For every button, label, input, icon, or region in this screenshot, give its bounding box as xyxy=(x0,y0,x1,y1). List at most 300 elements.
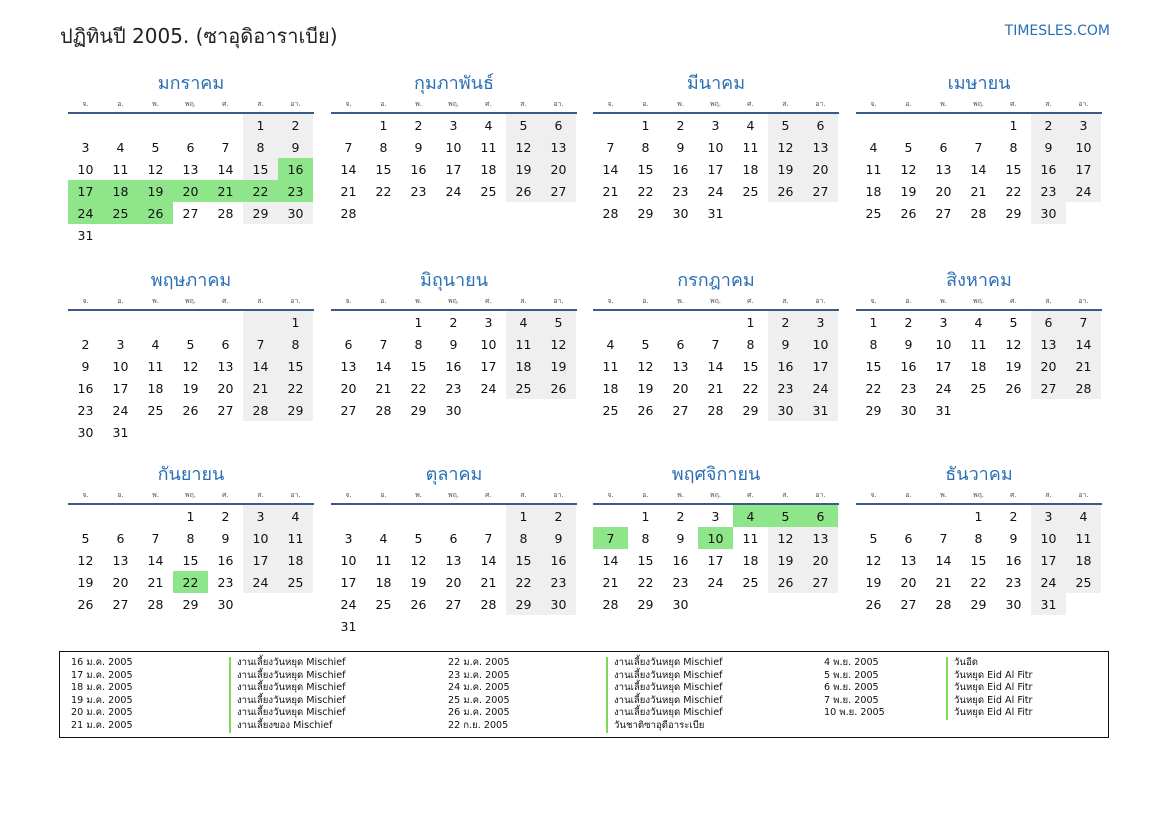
day-grid xyxy=(593,311,839,421)
day-cell: 2 xyxy=(676,117,685,133)
day-cell: 31 xyxy=(1031,593,1066,615)
day-cell: 7 xyxy=(974,139,983,155)
day-cell: 23 xyxy=(672,183,689,199)
weekday-label: จ. xyxy=(870,491,877,499)
day-cell: 28 xyxy=(340,205,357,221)
weekday-label: ส. xyxy=(782,491,789,499)
empty-day-cell xyxy=(628,311,663,333)
day-cell: 23 xyxy=(541,571,576,593)
day-cell: 27 xyxy=(803,180,838,202)
day-cell: 23 xyxy=(445,380,462,396)
day-grid xyxy=(593,505,839,615)
weekday-header xyxy=(856,488,1102,505)
day-cell: 22 xyxy=(506,571,541,593)
weekday-label: จ. xyxy=(82,100,89,108)
day-cell: 19 xyxy=(637,380,654,396)
month-4 xyxy=(856,72,1102,224)
day-cell: 9 xyxy=(541,527,576,549)
empty-day-cell xyxy=(891,114,926,136)
day-cell: 17 xyxy=(68,180,103,202)
day-cell: 8 xyxy=(1009,139,1018,155)
day-cell: 14 xyxy=(935,552,952,568)
day-cell: 27 xyxy=(935,205,952,221)
month-name: พฤศจิกายน xyxy=(671,464,761,485)
day-cell: 29 xyxy=(410,402,427,418)
legend-dates-col-3 xyxy=(824,657,885,720)
month-9 xyxy=(68,463,314,615)
weekday-label: ส. xyxy=(1045,297,1052,305)
day-cell: 16 xyxy=(1005,552,1022,568)
day-cell: 1 xyxy=(186,508,195,524)
day-cell: 22 xyxy=(970,574,987,590)
day-cell: 8 xyxy=(641,139,650,155)
day-cell: 7 xyxy=(221,139,230,155)
day-cell: 11 xyxy=(865,161,882,177)
day-cell: 28 xyxy=(1066,377,1101,399)
day-cell: 9 xyxy=(221,530,230,546)
day-cell: 17 xyxy=(935,358,952,374)
weekday-header xyxy=(856,97,1102,114)
day-cell: 7 xyxy=(243,333,278,355)
day-cell: 31 xyxy=(340,618,357,634)
day-cell: 31 xyxy=(803,399,838,421)
day-cell: 23 xyxy=(77,402,94,418)
holiday-date: 22 ม.ค. 2005 xyxy=(448,657,510,668)
day-cell: 7 xyxy=(939,530,948,546)
day-cell: 25 xyxy=(742,574,759,590)
day-cell: 10 xyxy=(935,336,952,352)
day-cell: 21 xyxy=(1066,355,1101,377)
month-3 xyxy=(593,72,839,224)
day-cell: 7 xyxy=(344,139,353,155)
day-cell: 11 xyxy=(602,358,619,374)
day-cell: 14 xyxy=(970,161,987,177)
weekday-label: ศ. xyxy=(747,100,754,108)
day-cell: 19 xyxy=(900,183,917,199)
empty-day-cell xyxy=(173,311,208,333)
day-cell: 29 xyxy=(637,596,654,612)
day-cell: 30 xyxy=(672,205,689,221)
day-cell: 27 xyxy=(1031,377,1066,399)
day-cell: 9 xyxy=(278,136,313,158)
day-cell: 2 xyxy=(541,505,576,527)
day-cell: 29 xyxy=(182,596,199,612)
weekday-label: ส. xyxy=(520,100,527,108)
day-cell: 10 xyxy=(698,527,733,549)
holiday-date: 21 ม.ค. 2005 xyxy=(71,719,133,731)
month-1 xyxy=(68,72,314,246)
day-cell: 23 xyxy=(900,380,917,396)
day-cell: 6 xyxy=(1031,311,1066,333)
day-cell: 12 xyxy=(77,552,94,568)
day-cell: 13 xyxy=(803,136,838,158)
holiday-date: 5 พ.ย. 2005 xyxy=(824,669,879,681)
day-cell: 11 xyxy=(970,336,987,352)
weekday-label: อา. xyxy=(290,491,301,499)
holiday-name: วันหยุด Eid Al Fitr xyxy=(946,670,1033,683)
page-title: ปฏิทินปี 2005. (ซาอุดิอาราเบีย) xyxy=(60,24,338,48)
day-cell: 13 xyxy=(445,552,462,568)
day-cell: 21 xyxy=(970,183,987,199)
day-cell: 28 xyxy=(602,205,619,221)
day-cell: 9 xyxy=(414,139,423,155)
holiday-name: งานเลี้ยงวันหยุด Mischief xyxy=(606,695,723,708)
weekday-label: พฤ. xyxy=(184,297,197,305)
day-grid xyxy=(68,114,314,246)
month-name: พฤษภาคม xyxy=(150,270,232,291)
day-cell: 25 xyxy=(480,183,497,199)
day-cell: 12 xyxy=(182,358,199,374)
day-cell: 2 xyxy=(449,314,458,330)
weekday-label: ศ. xyxy=(1010,100,1017,108)
day-cell: 27 xyxy=(112,596,129,612)
day-cell: 22 xyxy=(173,571,208,593)
day-cell: 8 xyxy=(506,527,541,549)
day-cell: 20 xyxy=(445,574,462,590)
day-cell: 28 xyxy=(602,596,619,612)
day-cell: 24 xyxy=(1031,571,1066,593)
day-grid xyxy=(856,114,1102,224)
month-name: มิถุนายน xyxy=(419,270,489,291)
day-cell: 28 xyxy=(243,399,278,421)
weekday-label: พ. xyxy=(152,100,159,108)
day-cell: 19 xyxy=(865,574,882,590)
day-cell: 30 xyxy=(672,596,689,612)
day-cell: 1 xyxy=(278,311,313,333)
day-cell: 7 xyxy=(593,527,628,549)
legend-names-col-2 xyxy=(606,657,723,733)
day-cell: 18 xyxy=(147,380,164,396)
day-cell: 24 xyxy=(707,183,724,199)
day-cell: 22 xyxy=(637,574,654,590)
day-cell: 22 xyxy=(742,380,759,396)
weekday-label: จ. xyxy=(82,297,89,305)
day-cell: 9 xyxy=(768,333,803,355)
day-cell: 9 xyxy=(81,358,90,374)
day-cell: 13 xyxy=(340,358,357,374)
empty-day-cell xyxy=(366,505,401,527)
day-cell: 29 xyxy=(278,399,313,421)
day-cell: 22 xyxy=(637,183,654,199)
day-cell: 4 xyxy=(733,505,768,527)
legend-names-col-3 xyxy=(946,657,1033,720)
day-cell: 12 xyxy=(865,552,882,568)
holiday-name: งานเลี้ยงวันหยุด Mischief xyxy=(229,682,346,695)
day-cell: 5 xyxy=(151,139,160,155)
day-cell: 28 xyxy=(935,596,952,612)
month-name: มกราคม xyxy=(157,73,225,94)
day-cell: 15 xyxy=(243,158,278,180)
day-cell: 26 xyxy=(900,205,917,221)
weekday-label: พ. xyxy=(677,100,684,108)
day-cell: 2 xyxy=(1031,114,1066,136)
day-cell: 25 xyxy=(506,377,541,399)
day-cell: 4 xyxy=(974,314,983,330)
day-cell: 12 xyxy=(768,136,803,158)
day-cell: 16 xyxy=(672,161,689,177)
empty-day-cell xyxy=(961,114,996,136)
holiday-name: งานเลี้ยงวันหยุด Mischief xyxy=(606,670,723,683)
day-cell: 9 xyxy=(449,336,458,352)
day-cell: 5 xyxy=(1009,314,1018,330)
legend-names-col-1 xyxy=(229,657,346,733)
empty-day-cell xyxy=(138,505,173,527)
day-cell: 16 xyxy=(217,552,234,568)
day-cell: 28 xyxy=(217,205,234,221)
day-cell: 3 xyxy=(449,117,458,133)
holiday-name: งานเลี้ยงวันหยุด Mischief xyxy=(229,695,346,708)
holiday-name: วันหยุด Eid Al Fitr xyxy=(946,682,1033,695)
day-cell: 10 xyxy=(112,358,129,374)
day-cell: 4 xyxy=(1066,505,1101,527)
day-cell: 27 xyxy=(182,205,199,221)
day-cell: 26 xyxy=(768,180,803,202)
day-cell: 10 xyxy=(803,333,838,355)
holiday-date: 25 ม.ค. 2005 xyxy=(448,694,510,706)
day-cell: 11 xyxy=(278,527,313,549)
holiday-legend xyxy=(59,651,1109,738)
day-cell: 24 xyxy=(707,574,724,590)
day-cell: 6 xyxy=(186,139,195,155)
holiday-name: วันชาติซาอุดีอาระเบีย xyxy=(606,720,723,733)
day-cell: 27 xyxy=(217,402,234,418)
day-cell: 11 xyxy=(147,358,164,374)
empty-day-cell xyxy=(103,311,138,333)
day-cell: 26 xyxy=(77,596,94,612)
day-cell: 1 xyxy=(974,508,983,524)
day-cell: 24 xyxy=(480,380,497,396)
day-cell: 26 xyxy=(410,596,427,612)
weekday-label: อา. xyxy=(553,100,564,108)
weekday-label: จ. xyxy=(607,297,614,305)
day-cell: 21 xyxy=(602,574,619,590)
day-cell: 8 xyxy=(869,336,878,352)
day-cell: 4 xyxy=(278,505,313,527)
day-cell: 17 xyxy=(112,380,129,396)
day-cell: 29 xyxy=(1005,205,1022,221)
day-cell: 15 xyxy=(865,358,882,374)
empty-day-cell xyxy=(103,505,138,527)
weekday-label: อ. xyxy=(380,297,387,305)
empty-day-cell xyxy=(856,505,891,527)
day-cell: 26 xyxy=(182,402,199,418)
day-cell: 30 xyxy=(278,202,313,224)
day-cell: 3 xyxy=(116,336,125,352)
day-cell: 15 xyxy=(1005,161,1022,177)
day-cell: 8 xyxy=(746,336,755,352)
day-grid xyxy=(331,311,577,421)
day-cell: 12 xyxy=(1005,336,1022,352)
empty-day-cell xyxy=(208,114,243,136)
day-cell: 10 xyxy=(1066,136,1101,158)
holiday-date: 10 พ.ย. 2005 xyxy=(824,707,885,719)
day-cell: 28 xyxy=(707,402,724,418)
empty-day-cell xyxy=(103,114,138,136)
day-cell: 14 xyxy=(1066,333,1101,355)
day-cell: 5 xyxy=(414,530,423,546)
day-cell: 1 xyxy=(869,314,878,330)
day-cell: 16 xyxy=(278,158,313,180)
day-cell: 22 xyxy=(375,183,392,199)
day-cell: 17 xyxy=(340,574,357,590)
day-cell: 20 xyxy=(672,380,689,396)
day-cell: 12 xyxy=(147,161,164,177)
empty-day-cell xyxy=(68,114,103,136)
weekday-label: อา. xyxy=(290,297,301,305)
day-cell: 13 xyxy=(217,358,234,374)
holiday-date: 23 ม.ค. 2005 xyxy=(448,669,510,681)
day-cell: 14 xyxy=(602,552,619,568)
day-cell: 12 xyxy=(410,552,427,568)
day-cell: 19 xyxy=(768,549,803,571)
day-cell: 25 xyxy=(742,183,759,199)
day-cell: 14 xyxy=(340,161,357,177)
day-cell: 7 xyxy=(379,336,388,352)
day-cell: 5 xyxy=(904,139,913,155)
day-cell: 28 xyxy=(970,205,987,221)
weekday-label: ส. xyxy=(1045,491,1052,499)
day-cell: 12 xyxy=(768,527,803,549)
weekday-label: จ. xyxy=(345,100,352,108)
day-cell: 1 xyxy=(746,314,755,330)
day-cell: 12 xyxy=(637,358,654,374)
day-cell: 26 xyxy=(637,402,654,418)
empty-day-cell xyxy=(138,311,173,333)
weekday-header xyxy=(331,294,577,311)
day-cell: 3 xyxy=(939,314,948,330)
day-cell: 14 xyxy=(243,355,278,377)
day-cell: 6 xyxy=(449,530,458,546)
weekday-header xyxy=(593,97,839,114)
weekday-label: ศ. xyxy=(222,297,229,305)
day-cell: 12 xyxy=(541,333,576,355)
day-cell: 2 xyxy=(1009,508,1018,524)
day-cell: 31 xyxy=(935,402,952,418)
holiday-date: 20 ม.ค. 2005 xyxy=(71,707,133,719)
day-cell: 20 xyxy=(900,574,917,590)
day-cell: 1 xyxy=(641,508,650,524)
weekday-label: พฤ. xyxy=(972,297,985,305)
weekday-label: ส. xyxy=(782,297,789,305)
weekday-label: อ. xyxy=(117,297,124,305)
weekday-label: พฤ. xyxy=(447,491,460,499)
day-cell: 15 xyxy=(182,552,199,568)
day-cell: 21 xyxy=(243,377,278,399)
brand-link[interactable]: TIMESLES.COM xyxy=(1004,23,1110,39)
empty-day-cell xyxy=(243,311,278,333)
day-cell: 10 xyxy=(445,139,462,155)
holiday-name: งานเลี้ยงวันหยุด Mischief xyxy=(606,707,723,720)
day-cell: 29 xyxy=(637,205,654,221)
day-cell: 7 xyxy=(606,139,615,155)
day-cell: 24 xyxy=(1066,180,1101,202)
day-cell: 2 xyxy=(278,114,313,136)
day-cell: 12 xyxy=(506,136,541,158)
day-cell: 27 xyxy=(541,180,576,202)
weekday-header xyxy=(68,97,314,114)
day-cell: 3 xyxy=(803,311,838,333)
weekday-label: ศ. xyxy=(1010,297,1017,305)
day-cell: 21 xyxy=(340,183,357,199)
weekday-label: อา. xyxy=(815,297,826,305)
weekday-label: พ. xyxy=(415,100,422,108)
day-cell: 11 xyxy=(112,161,129,177)
day-cell: 3 xyxy=(243,505,278,527)
day-cell: 13 xyxy=(541,136,576,158)
empty-day-cell xyxy=(138,114,173,136)
day-cell: 20 xyxy=(173,180,208,202)
day-cell: 3 xyxy=(1031,505,1066,527)
day-cell: 28 xyxy=(480,596,497,612)
holiday-date: 4 พ.ย. 2005 xyxy=(824,657,879,668)
day-cell: 19 xyxy=(410,574,427,590)
month-name: มีนาคม xyxy=(686,73,746,94)
day-cell: 11 xyxy=(480,139,497,155)
month-12 xyxy=(856,463,1102,615)
weekday-label: จ. xyxy=(345,297,352,305)
empty-day-cell xyxy=(173,114,208,136)
day-cell: 10 xyxy=(707,139,724,155)
weekday-label: พ. xyxy=(940,100,947,108)
day-cell: 9 xyxy=(1009,530,1018,546)
weekday-label: พฤ. xyxy=(184,100,197,108)
day-cell: 23 xyxy=(410,183,427,199)
day-cell: 17 xyxy=(1066,158,1101,180)
empty-day-cell xyxy=(436,505,471,527)
day-cell: 7 xyxy=(711,336,720,352)
weekday-label: พฤ. xyxy=(972,491,985,499)
day-cell: 5 xyxy=(506,114,541,136)
day-cell: 1 xyxy=(243,114,278,136)
holiday-name: งานเลี้ยงวันหยุด Mischief xyxy=(229,670,346,683)
day-cell: 4 xyxy=(869,139,878,155)
day-cell: 5 xyxy=(641,336,650,352)
day-cell: 3 xyxy=(711,117,720,133)
weekday-label: อ. xyxy=(380,100,387,108)
day-cell: 31 xyxy=(77,227,94,243)
weekday-label: พฤ. xyxy=(184,491,197,499)
day-cell: 28 xyxy=(375,402,392,418)
empty-day-cell xyxy=(366,311,401,333)
weekday-label: อา. xyxy=(1078,100,1089,108)
day-cell: 23 xyxy=(768,377,803,399)
day-cell: 17 xyxy=(707,552,724,568)
day-cell: 5 xyxy=(541,311,576,333)
weekday-label: จ. xyxy=(607,491,614,499)
weekday-label: อา. xyxy=(553,491,564,499)
day-cell: 20 xyxy=(1031,355,1066,377)
day-cell: 11 xyxy=(1066,527,1101,549)
day-cell: 16 xyxy=(77,380,94,396)
day-cell: 10 xyxy=(1031,527,1066,549)
day-cell: 18 xyxy=(1066,549,1101,571)
empty-day-cell xyxy=(698,311,733,333)
month-8 xyxy=(856,269,1102,421)
day-cell: 24 xyxy=(935,380,952,396)
day-cell: 6 xyxy=(541,114,576,136)
weekday-label: อ. xyxy=(642,100,649,108)
holiday-name: งานเลี้ยงของ Mischief xyxy=(229,720,346,733)
day-cell: 14 xyxy=(707,358,724,374)
weekday-label: อ. xyxy=(642,297,649,305)
month-name: กุมภาพันธ์ xyxy=(414,73,494,94)
holiday-date: 24 ม.ค. 2005 xyxy=(448,682,510,694)
day-cell: 9 xyxy=(676,530,685,546)
day-cell: 18 xyxy=(103,180,138,202)
weekday-header xyxy=(68,294,314,311)
day-cell: 22 xyxy=(1005,183,1022,199)
day-cell: 24 xyxy=(445,183,462,199)
